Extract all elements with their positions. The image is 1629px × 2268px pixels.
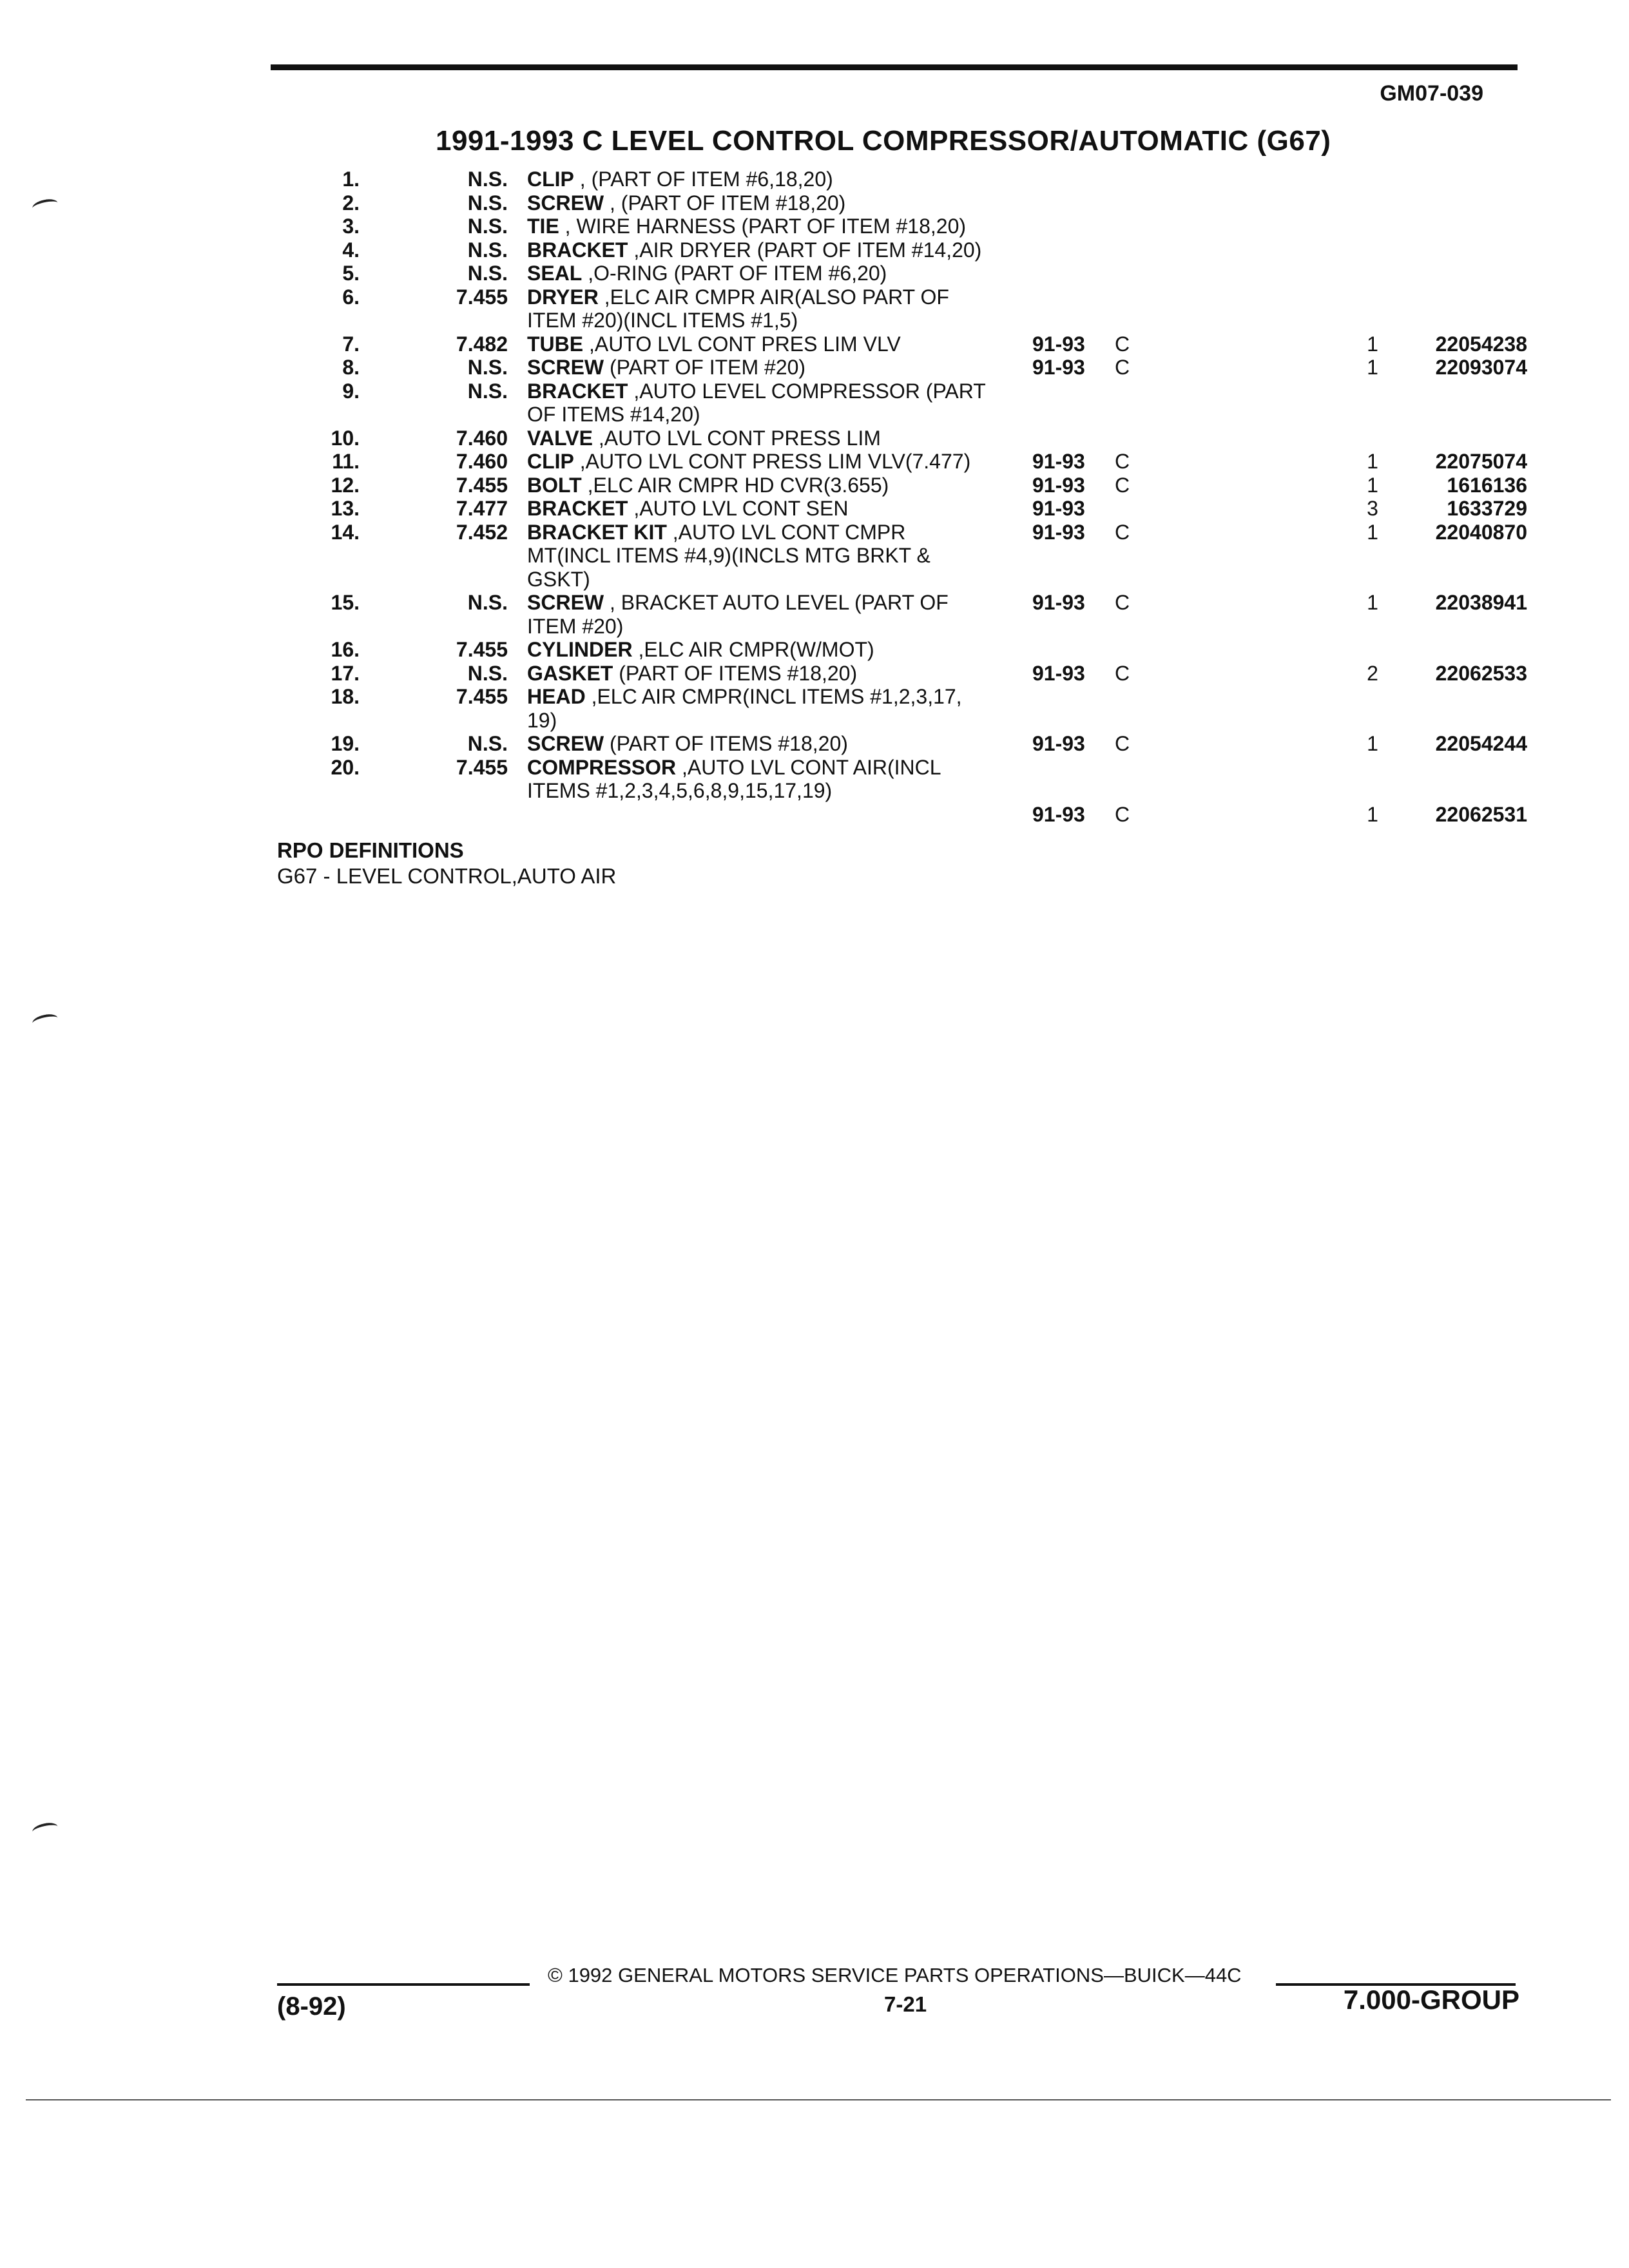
part-detail: ,ELC AIR CMPR(INCL ITEMS #1,2,3,17, 19) [527,685,962,732]
group-number: N.S. [467,591,508,614]
item-number: 18. [331,685,360,708]
group-number: N.S. [467,168,508,191]
group-number: 7.460 [456,426,508,450]
model-years: 91-93 [1032,802,1085,826]
part-description [527,685,1188,732]
part-name: COMPRESSOR [527,755,677,779]
part-row [284,591,1527,638]
part-detail: ,ELC AIR CMPR(W/MOT) [632,638,874,661]
part-detail: (PART OF ITEM #20) [604,356,806,379]
body-code: C [1115,473,1130,497]
rpo-heading: RPO DEFINITIONS [277,838,464,862]
part-name: TUBE [527,332,584,356]
item-number: 3. [342,215,360,238]
part-name: SCREW [527,591,604,614]
part-row [284,168,1527,191]
part-number: 22054238 [1435,332,1527,356]
part-description [527,191,1188,215]
part-description [527,168,1188,191]
item-number: 15. [331,591,360,614]
group-number: N.S. [467,191,508,215]
part-description [527,215,1188,238]
group-number: 7.452 [456,520,508,544]
part-detail: ,O-RING (PART OF ITEM #6,20) [582,262,887,285]
part-description [527,332,1188,356]
document-code: GM07-039 [1380,81,1483,106]
quantity: 1 [1367,732,1378,755]
part-row [284,732,1527,756]
part-row [284,215,1527,238]
part-detail: ,AUTO LVL CONT AIR(INCL ITEMS #1,2,3,4,5,6,8,9,15,17,19) [527,755,941,802]
group-number: 7.455 [456,755,508,779]
part-description [527,732,1188,756]
page-title: 1991-1993 C LEVEL CONTROL COMPRESSOR/AUTOMATIC (G67) [436,125,1331,157]
item-number: 12. [331,473,360,497]
group-number: 7.455 [456,685,508,708]
top-rule [271,64,1518,70]
group-name: 7.000-GROUP [1343,1984,1519,2015]
item-number: 9. [342,379,360,403]
part-name: TIE [527,215,559,238]
part-name: SCREW [527,356,604,379]
part-description [527,521,1188,591]
part-name: BRACKET [527,497,628,520]
model-years: 91-93 [1032,591,1085,614]
group-number: N.S. [467,732,508,755]
quantity: 1 [1367,473,1378,497]
item-number: 8. [342,356,360,379]
part-detail: ,AUTO LVL CONT PRES LIM VLV [583,332,901,356]
part-name: VALVE [527,426,593,450]
part-description [527,427,1188,450]
body-code: C [1115,661,1130,685]
part-row [284,662,1527,686]
model-years: 91-93 [1032,732,1085,755]
part-detail: ,AIR DRYER (PART OF ITEM #14,20) [628,238,982,262]
group-number: 7.455 [456,473,508,497]
item-number: 14. [331,520,360,544]
copyright-notice: © 1992 GENERAL MOTORS SERVICE PARTS OPERATIONS—BUICK—44C [548,1964,1242,1986]
part-number: 1633729 [1447,497,1527,520]
part-detail: ,ELC AIR CMPR HD CVR(3.655) [581,473,889,497]
part-description [527,497,1188,521]
part-description [527,285,1188,332]
part-row [284,380,1527,427]
item-number: 1. [342,168,360,191]
punch-mark [32,1012,59,1029]
group-number: N.S. [467,215,508,238]
part-detail: ,AUTO LVL CONT SEN [628,497,849,520]
part-detail: , WIRE HARNESS (PART OF ITEM #18,20) [559,215,967,238]
body-code: C [1115,591,1130,614]
bottom-scan-line [26,2099,1611,2100]
item-number: 20. [331,755,360,779]
part-name: BRACKET [527,238,628,262]
quantity: 1 [1367,356,1378,379]
part-number: 1616136 [1447,473,1527,497]
part-name: CLIP [527,450,574,473]
item-number: 10. [331,426,360,450]
body-code: C [1115,356,1130,379]
quantity: 1 [1367,450,1378,473]
part-number: 22062531 [1435,802,1527,826]
group-number: 7.455 [456,285,508,309]
group-number: 7.460 [456,450,508,473]
quantity: 1 [1367,802,1378,826]
part-description [527,356,1188,380]
item-number: 16. [331,638,360,661]
rpo-definitions [277,838,616,889]
group-number: N.S. [467,379,508,403]
quantity: 3 [1367,497,1378,520]
group-number: 7.482 [456,332,508,356]
model-years: 91-93 [1032,520,1085,544]
part-description [527,591,1188,638]
part-detail: (PART OF ITEMS #18,20) [613,661,858,685]
part-description [527,474,1188,497]
date-code: (8-92) [277,1992,346,2021]
quantity: 1 [1367,591,1378,614]
item-number: 2. [342,191,360,215]
part-description [527,756,1188,803]
part-row [284,356,1527,380]
part-detail: ,AUTO LVL CONT CMPR MT(INCL ITEMS #4,9)(INCLS MTG BRKT & GSKT) [527,520,930,591]
item-number: 4. [342,238,360,262]
part-row [284,262,1527,285]
part-name: SCREW [527,732,604,755]
group-number: N.S. [467,661,508,685]
part-description [527,380,1188,427]
model-years: 91-93 [1032,473,1085,497]
group-number: N.S. [467,356,508,379]
part-detail: ,ELC AIR CMPR AIR(ALSO PART OF ITEM #20)(INCL ITEMS #1,5) [527,285,949,332]
part-name: BOLT [527,473,582,497]
item-number: 11. [332,450,360,473]
part-description [527,638,1188,662]
part-number: 22038941 [1435,591,1527,614]
footer-rule-left [277,1983,530,1986]
part-name: SEAL [527,262,583,285]
group-number: N.S. [467,238,508,262]
part-name: DRYER [527,285,599,309]
model-years: 91-93 [1032,356,1085,379]
body-code: C [1115,802,1130,826]
model-years: 91-93 [1032,661,1085,685]
part-detail: ,AUTO LEVEL COMPRESSOR (PART OF ITEMS #14,20) [527,379,986,426]
body-code: C [1115,450,1130,473]
part-detail: , (PART OF ITEM #18,20) [604,191,846,215]
body-code: C [1115,332,1130,356]
rpo-definition: G67 - LEVEL CONTROL,AUTO AIR [277,864,617,888]
quantity: 1 [1367,332,1378,356]
group-number: 7.455 [456,638,508,661]
part-name: SCREW [527,191,604,215]
model-years: 91-93 [1032,332,1085,356]
group-number: 7.477 [456,497,508,520]
part-row [284,191,1527,215]
item-number: 6. [342,285,360,309]
item-number: 7. [342,332,360,356]
part-name: BRACKET [527,379,628,403]
part-detail: ,AUTO LVL CONT PRESS LIM VLV(7.477) [574,450,971,473]
parts-list [284,168,1527,826]
part-detail: , (PART OF ITEM #6,18,20) [574,168,833,191]
part-row [284,755,1527,826]
part-number: 22093074 [1435,356,1527,379]
part-detail: (PART OF ITEMS #18,20) [604,732,848,755]
punch-mark [32,1821,59,1838]
body-code: C [1115,520,1130,544]
item-number: 5. [342,262,360,285]
part-description [527,262,1188,285]
part-detail: , BRACKET AUTO LEVEL (PART OF ITEM #20) [527,591,949,638]
part-number: 22040870 [1435,520,1527,544]
part-row [284,238,1527,262]
part-name: CLIP [527,168,574,191]
part-name: CYLINDER [527,638,633,661]
part-description [527,450,1188,474]
part-number: 22062533 [1435,661,1527,685]
part-detail: ,AUTO LVL CONT PRESS LIM [592,426,881,450]
model-years: 91-93 [1032,497,1085,520]
part-name: BRACKET KIT [527,520,667,544]
quantity: 2 [1367,661,1378,685]
group-number: N.S. [467,262,508,285]
part-description [527,238,1188,262]
part-number: 22054244 [1435,732,1527,755]
part-name: GASKET [527,661,613,685]
item-number: 17. [331,661,360,685]
page-number: 7-21 [884,1992,927,2016]
punch-mark [32,197,59,214]
part-name: HEAD [527,685,586,708]
item-number: 13. [331,497,360,520]
body-code: C [1115,732,1130,755]
part-number: 22075074 [1435,450,1527,473]
quantity: 1 [1367,520,1378,544]
model-years: 91-93 [1032,450,1085,473]
item-number: 19. [331,732,360,755]
part-description [527,662,1188,686]
